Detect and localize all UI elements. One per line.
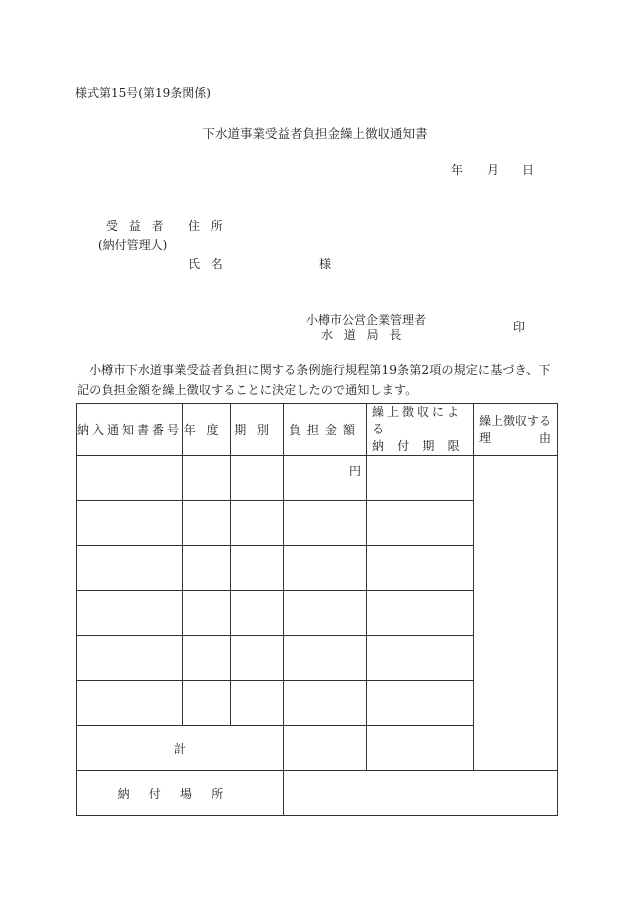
cell-deadline (367, 456, 474, 501)
notice-body-text: 小樽市下水道事業受益者負担に関する条例施行規程第19条第2項の規定に基づき、下記の負担金額を繰上徴収することに決定したので通知します。 (77, 363, 551, 397)
cell-year (183, 456, 231, 501)
collection-table (76, 403, 558, 816)
table-row (77, 456, 558, 501)
payment-place-label: 納付場所 (77, 771, 284, 816)
cell-amount-yen: 円 (284, 456, 367, 501)
date-day-label: 日 (522, 163, 535, 177)
issuer-org: 小樽市公営企業管理者 (306, 313, 427, 327)
date-month-label: 月 (487, 163, 500, 177)
cell-notice-number (77, 456, 183, 501)
issuer-title: 水道局長 (321, 328, 413, 342)
document-title: 下水道事業受益者負担金繰上徴収通知書 (202, 126, 428, 141)
date-year-label: 年 (451, 163, 464, 177)
cell-period (231, 456, 284, 501)
payment-place-row (77, 771, 558, 816)
name-label: 氏名 (188, 257, 234, 271)
payment-place-value (284, 771, 558, 816)
header-notice-number: 納入通知書番号 (77, 404, 183, 456)
header-amount: 負担金額 (284, 404, 367, 456)
header-deadline: 繰上徴収による 納付期限 (367, 404, 474, 456)
honorific: 様 (319, 257, 332, 271)
form-number: 様式第15号(第19条関係) (75, 86, 211, 100)
header-year: 年度 (183, 404, 231, 456)
total-amount (284, 726, 367, 771)
header-period: 期別 (231, 404, 284, 456)
seal-mark: 印 (513, 320, 526, 334)
cell-reason (474, 456, 558, 771)
total-label: 計 (77, 726, 284, 771)
address-label: 住所 (188, 219, 234, 233)
recipient-sublabel: (納付管理人) (98, 238, 168, 252)
header-reason: 繰上徴収する 理 由 (474, 404, 558, 456)
total-deadline (367, 726, 474, 771)
recipient-label: 受益者 (106, 219, 175, 233)
